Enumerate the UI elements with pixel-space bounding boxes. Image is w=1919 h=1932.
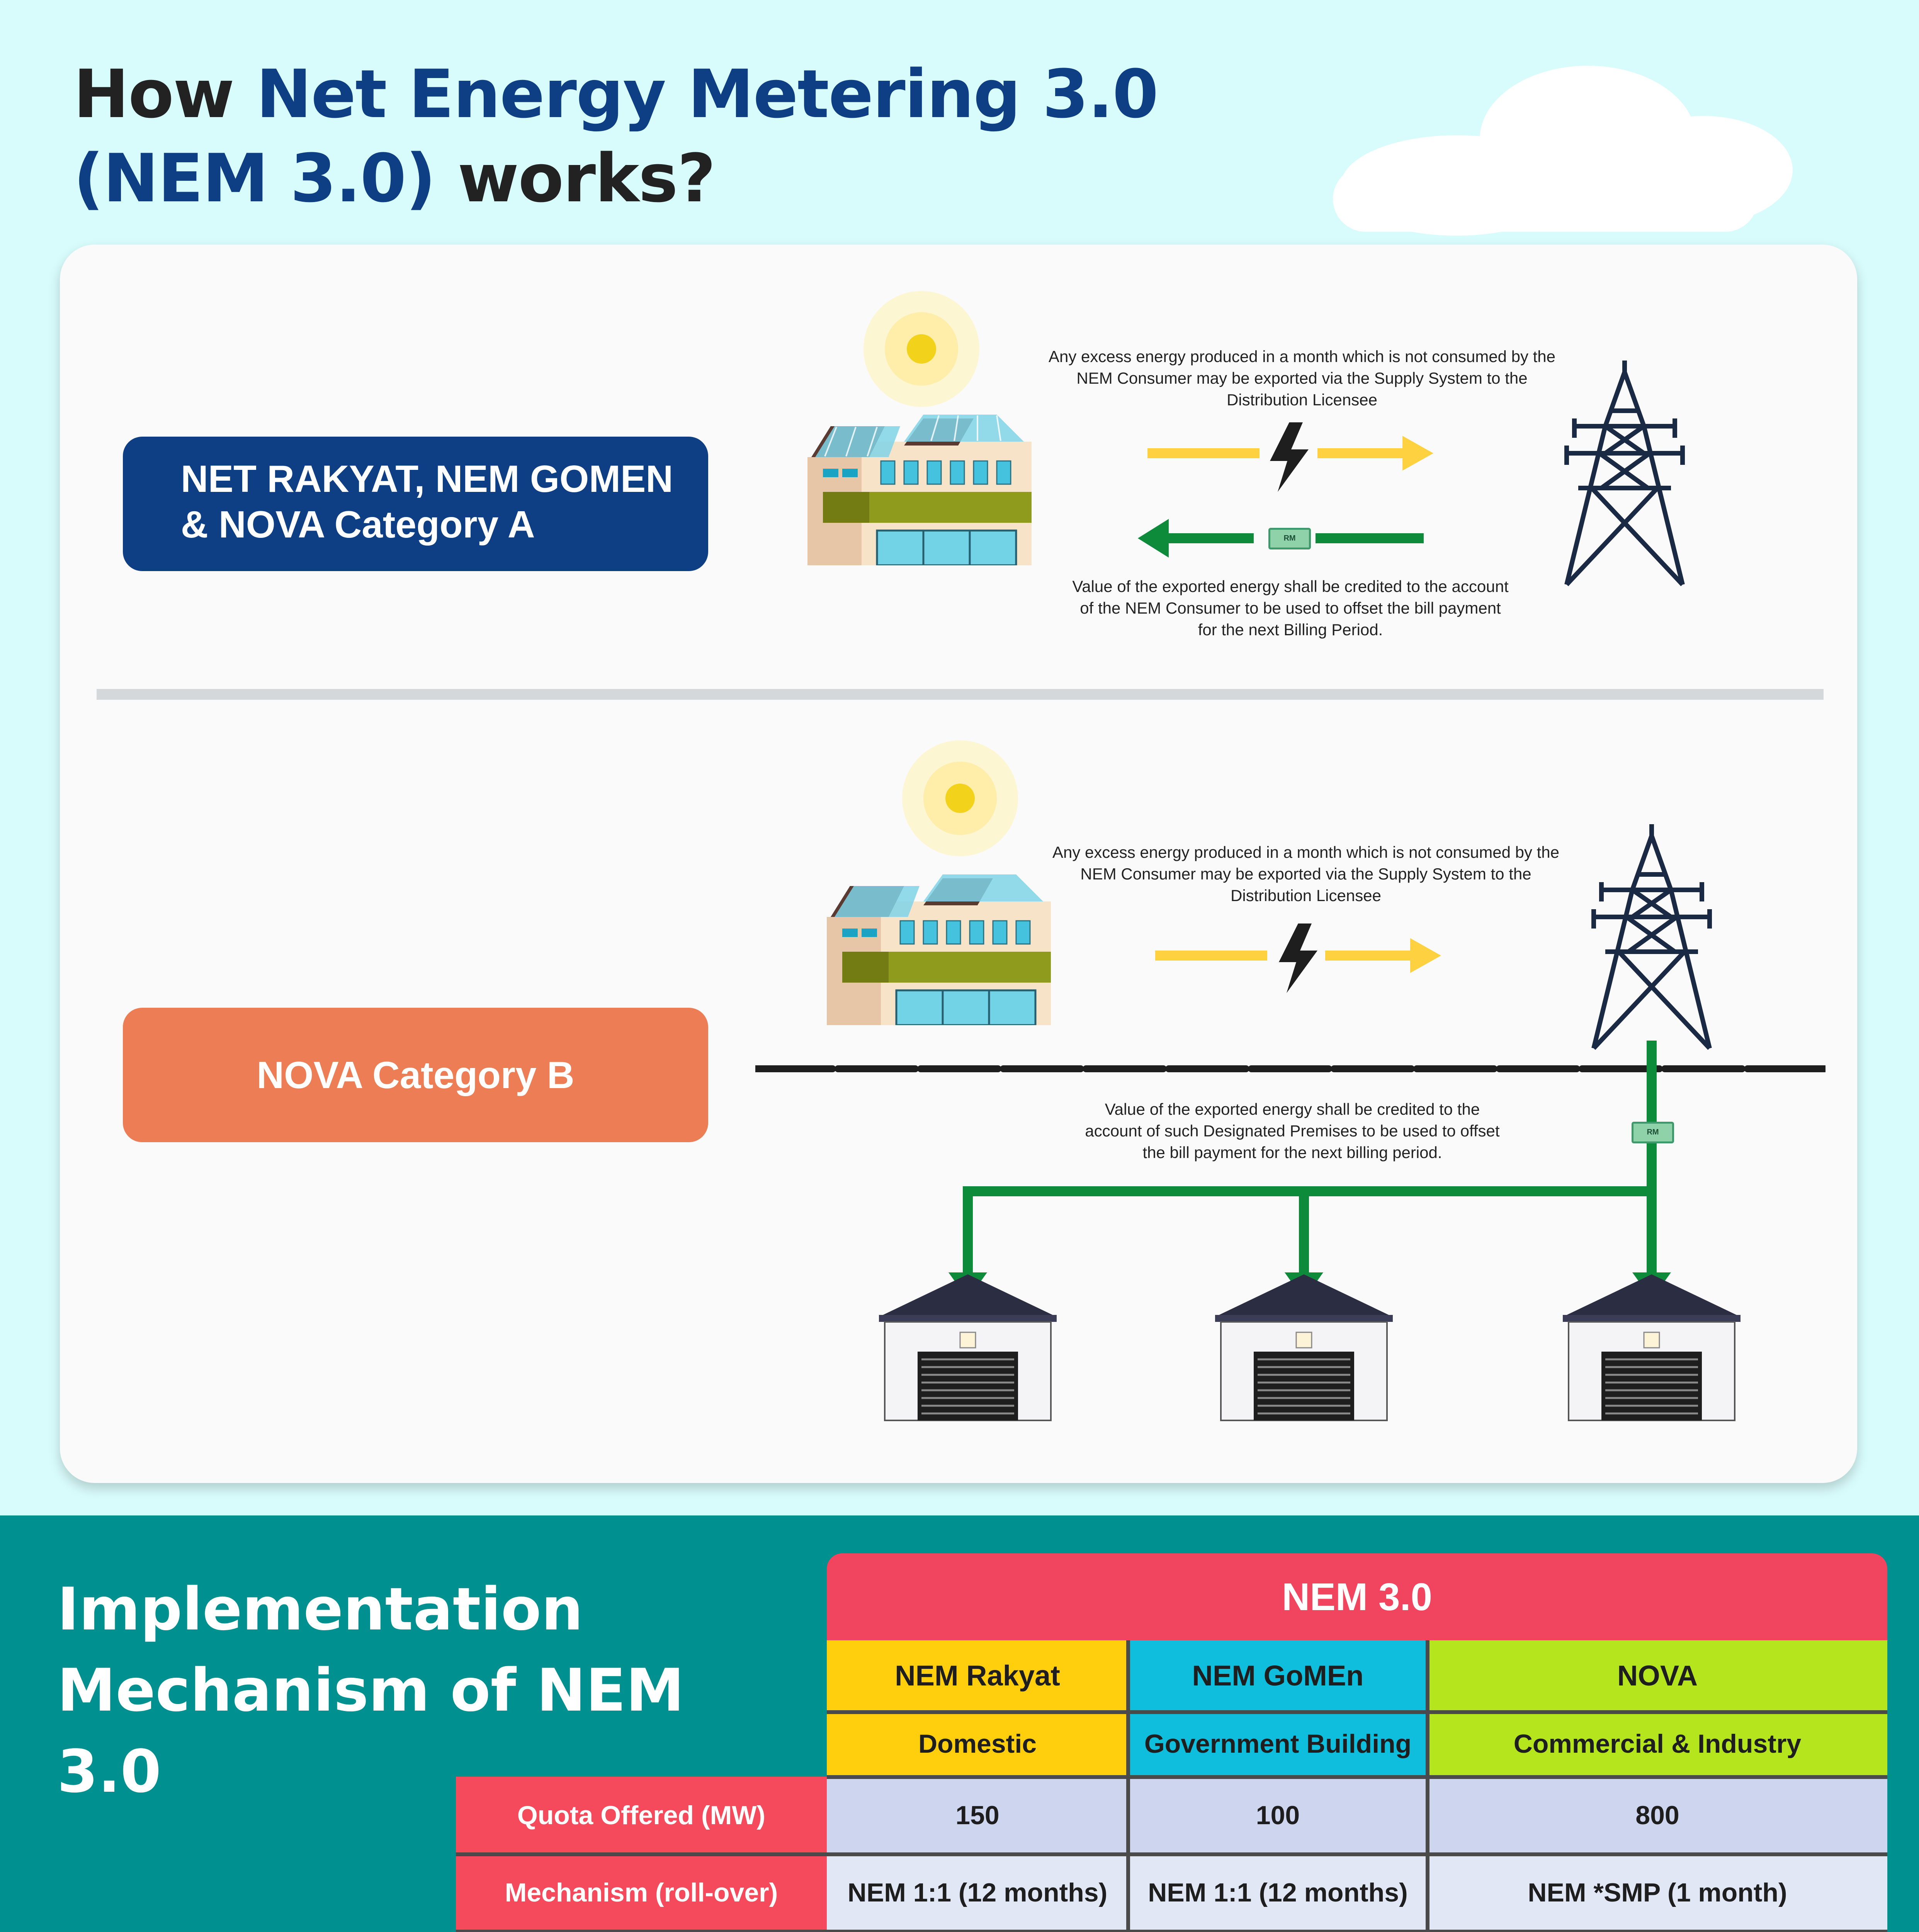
table-title: NEM 3.0 [827, 1553, 1887, 1640]
sun-icon-b [902, 740, 1018, 856]
quota-nova: 800 [1428, 1777, 1887, 1854]
title-part2: works? [435, 139, 715, 217]
premises-icon-2 [1207, 1274, 1401, 1421]
diagram-card [60, 245, 1857, 1483]
implementation-heading [57, 1569, 791, 1812]
export-note-a: Any excess energy produced in a month which is not consumed by the NEM Consumer may be exported via the Supply System to the Distribution Licensee [1048, 347, 1556, 409]
banknote-icon: RM [1268, 528, 1311, 549]
table-grid-line [827, 1775, 1887, 1779]
sun-icon [863, 291, 979, 407]
title-highlight2: (NEM 3.0) [73, 139, 435, 217]
section-divider [97, 689, 1824, 700]
category-a-line2: & NOVA Category A [181, 503, 535, 546]
lightning-icon [1262, 422, 1316, 492]
credit-note-a: Value of the exported energy shall be credited to the account of the NEM Consumer to be used to offset the bill payment for the next Billing Period. [1072, 577, 1509, 639]
title-part1: How [73, 55, 256, 133]
category-a-line1: NET RAKYAT, NEM GOMEN [181, 457, 673, 500]
banknote-icon-b: RM [1632, 1122, 1674, 1143]
export-note-b: Any excess energy produced in a month which is not consumed by the NEM Consumer may be exported via the Supply System to the Distribution Licensee [1052, 843, 1560, 905]
sector-government-building: Government Building [1128, 1711, 1428, 1777]
quota-rakyat: 150 [827, 1777, 1128, 1854]
mechanism-nova: NEM *SMP (1 month) [1428, 1854, 1887, 1931]
category-b-pill: NOVA Category B [123, 1008, 708, 1142]
row-label-quota: Quota Offered (MW) [456, 1777, 827, 1854]
transmission-tower-icon-b [1578, 824, 1725, 1052]
solar-building-icon-b [827, 859, 1059, 1025]
implementation-heading-line2: Mechanism of NEM 3.0 [57, 1656, 685, 1806]
transmission-tower-icon [1551, 361, 1698, 588]
page-title [73, 52, 1310, 221]
table-grid-line [456, 1930, 1887, 1932]
premises-icon-3 [1555, 1274, 1748, 1421]
mechanism-rakyat: NEM 1:1 (12 months) [827, 1854, 1128, 1931]
lightning-icon-b [1271, 923, 1325, 993]
quota-gomen: 100 [1128, 1777, 1428, 1854]
category-a-pill [123, 437, 708, 571]
table-grid-line [456, 1852, 1887, 1856]
solar-building-icon [807, 399, 1039, 565]
column-header-nem-rakyat: NEM Rakyat [827, 1640, 1128, 1711]
table-grid-line [827, 1710, 1887, 1714]
row-label-mechanism: Mechanism (roll-over) [456, 1854, 827, 1931]
implementation-heading-line1: Implementation [57, 1575, 583, 1643]
cloud-decoration [1287, 43, 1800, 243]
sector-domestic: Domestic [827, 1711, 1128, 1777]
column-header-nova: NOVA [1428, 1640, 1887, 1711]
sector-commercial-industry: Commercial & Industry [1428, 1711, 1887, 1777]
credit-distribution-arrows [937, 1041, 1713, 1311]
title-highlight1: Net Energy Metering 3.0 [256, 55, 1158, 133]
credit-note-b: Value of the exported energy shall be credited to the account of such Designated Premises to be used to offset the bill payment for the next billing period. [1085, 1100, 1500, 1162]
table-grid-line [1126, 1640, 1130, 1932]
premises-icon-1 [871, 1274, 1064, 1421]
mechanism-gomen: NEM 1:1 (12 months) [1128, 1854, 1428, 1931]
column-header-nem-gomen: NEM GoMEn [1128, 1640, 1428, 1711]
table-grid-line [1426, 1640, 1429, 1932]
